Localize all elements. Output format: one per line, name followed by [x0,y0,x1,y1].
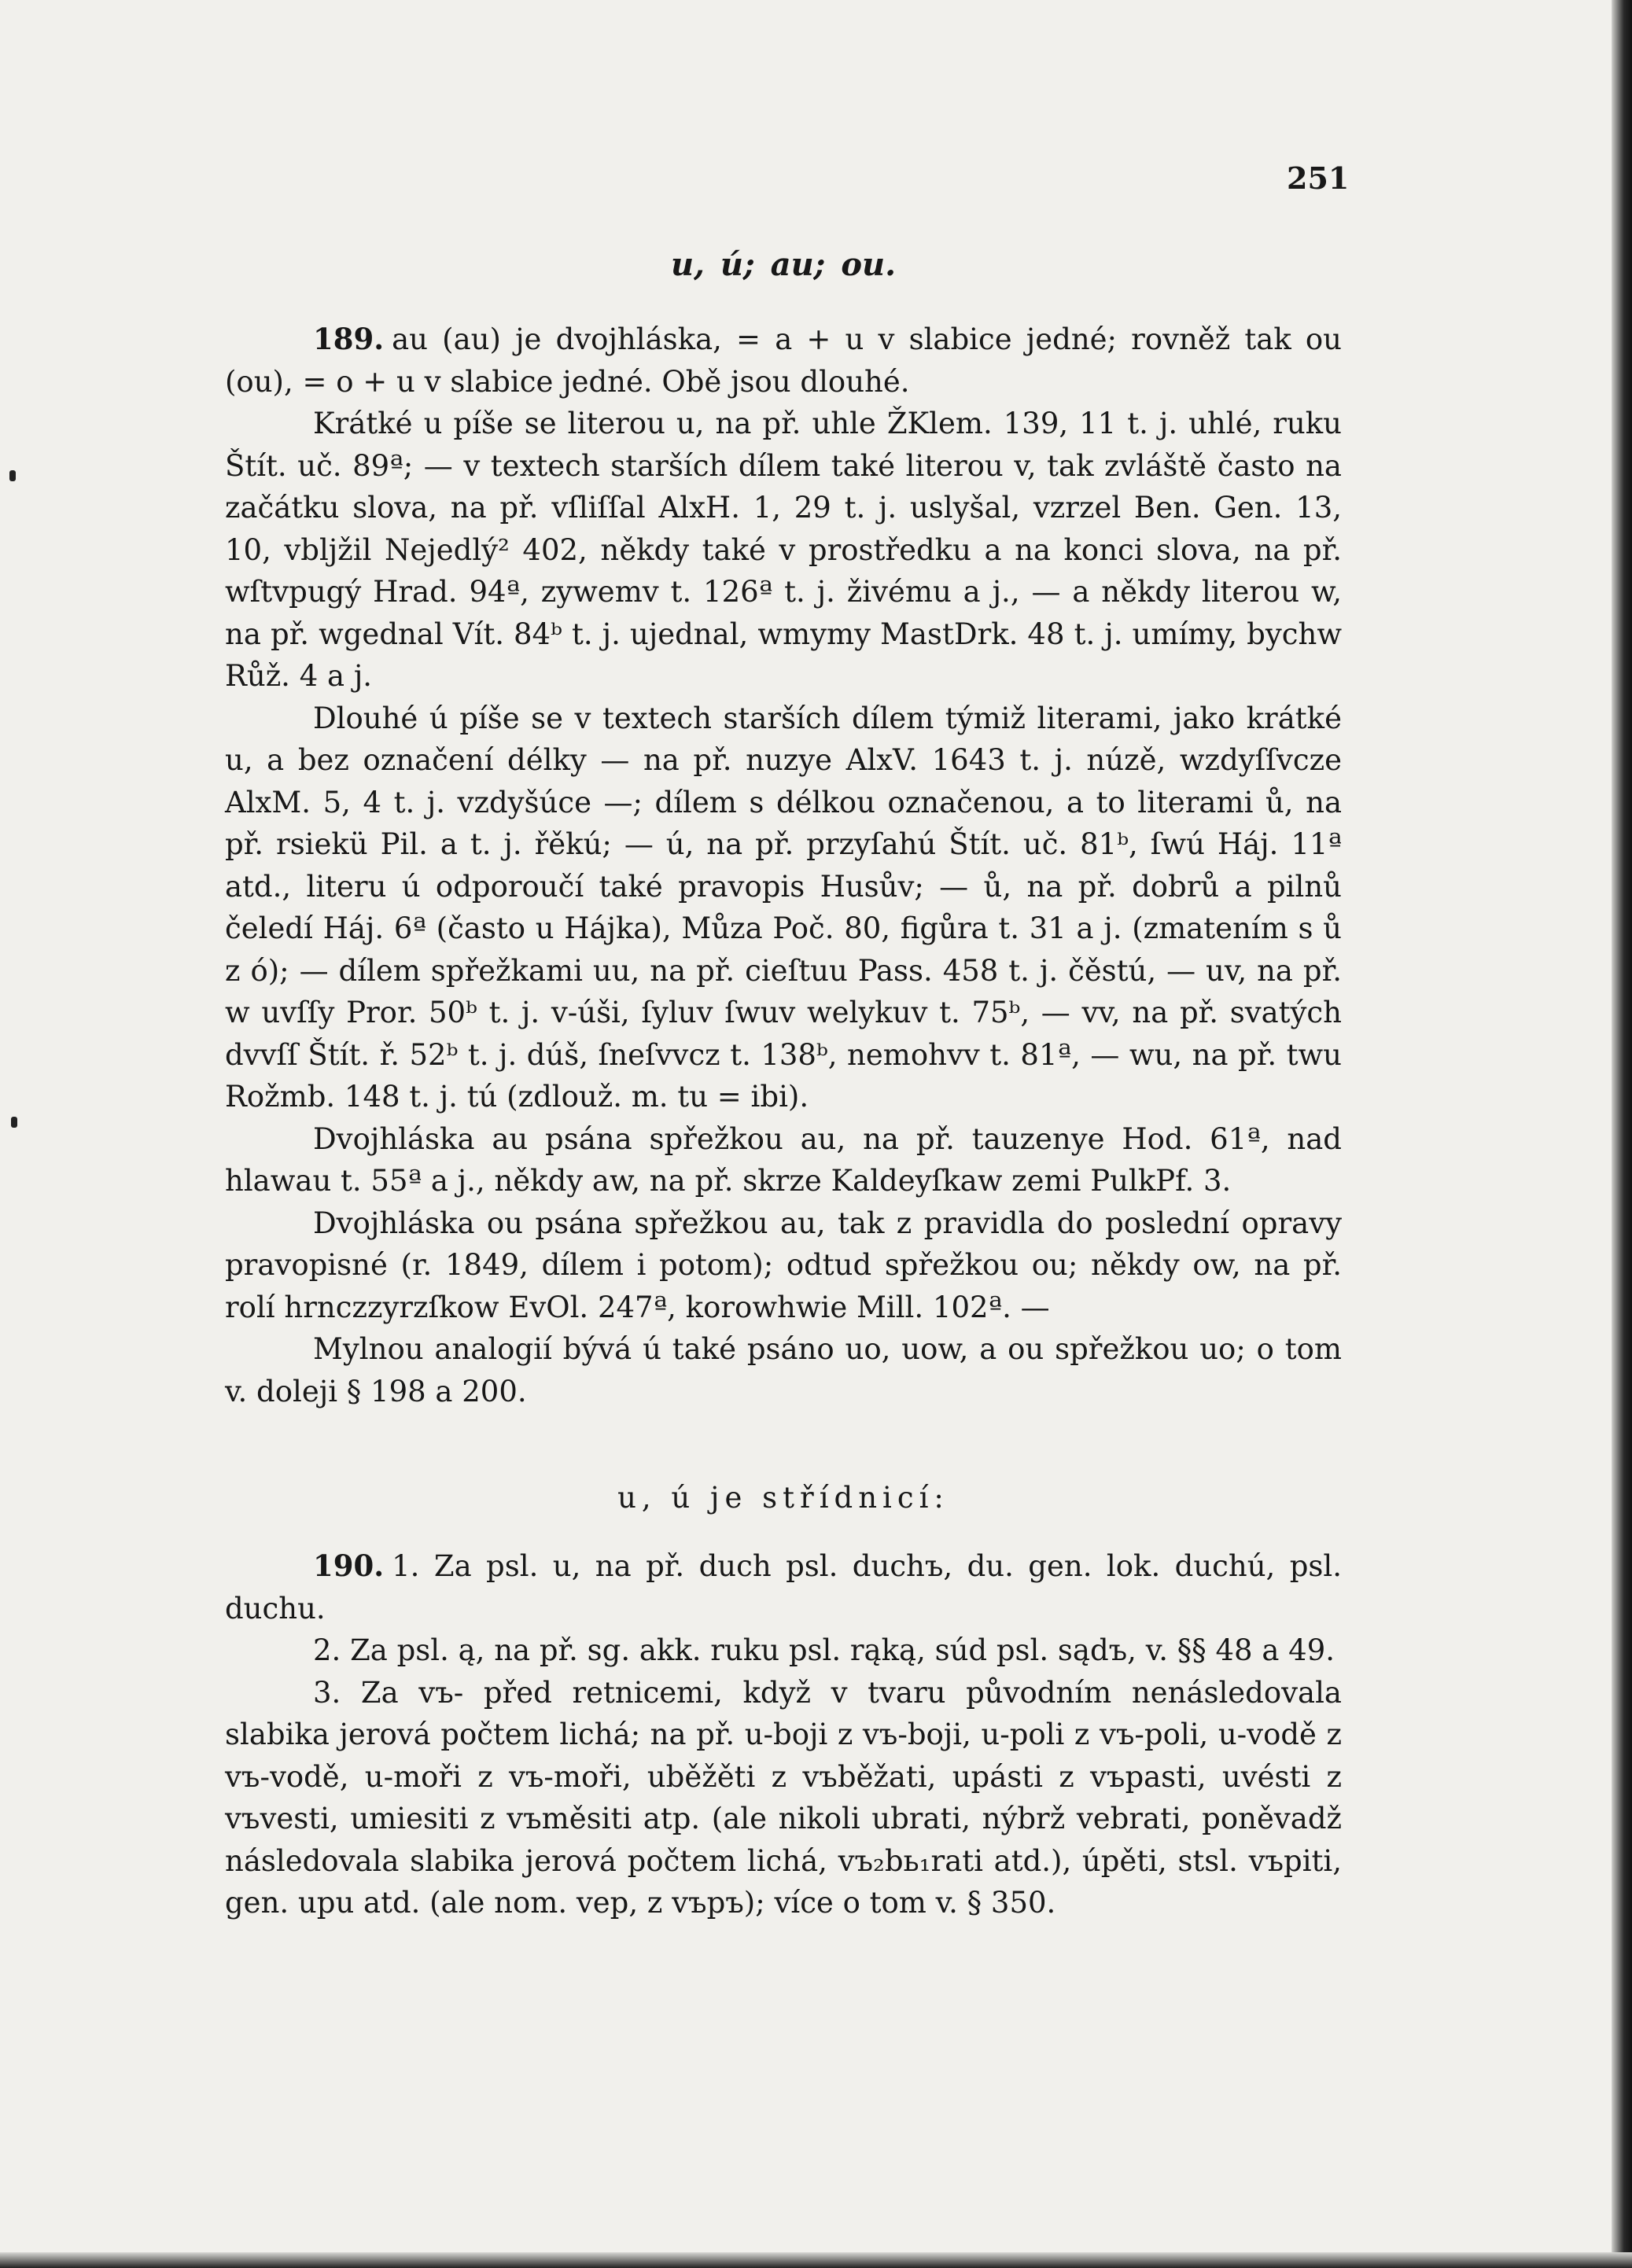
paragraph: Dlouhé ú píše se v textech starších dílem týmiž literami, jako krátké u, a bez označení délky — na př. nuzye AlxV. 1643 t. j. núzě, wzdyſſvcze AlxM. 5, 4 t. j. vzdyšúce —; dílem s délkou označenou, a to literami ů, na př. rsiekü Pil. a t. j. řěkú; — ú, na př. przyſahú Štít. uč. 81ᵇ, ſwú Háj. 11ª atd., literu ú odporoučí také pravopis Husův; — ů, na př. dobrů a pilnů čeledí Háj. 6ª (často u Hájka), Můza Poč. 80, figůra t. 31 a j. (zmatením s ů z ó); — dílem spřežkami uu, na př. cieſtuu Pass. 458 t. j. čěstú, — uv, na př. w uvſſy Pror. 50ᵇ t. j. v-úši, ſyluv ſwuv welykuv t. 75ᵇ, — vv, na př. svatých dvvſſ Štít. ř. 52ᵇ t. j. dúš, ſneſvvcz t. 138ᵇ, nemohvv t. 81ª, — wu, na př. twu Rožmb. 148 t. j. tú (zdlouž. m. tu = ibi). [225,701,1342,1114]
paragraph: 189. au (au) je dvojhláska, = a + u v slabice jedné; rovněž tak ou (ou), = o + u v slabice jedné. Obě jsou dlouhé. [225,322,1342,399]
scan-edge-right [1612,0,1632,2268]
paragraph: Dvojhláska ou psána spřežkou au, tak z pravidla do poslední opravy pravopisné (r. 1849, dílem i potom); odtud spřežkou ou; někdy ow, na př. rolí hrnczzyrzſkow EvOl. 247ª, korowhwie Mill. 102ª. — [225,1206,1342,1324]
paragraph: Dvojhláska au psána spřežkou au, na př. tauzenye Hod. 61ª, nad hlawau t. 55ª a j., někdy aw, na př. skrze Kaldeyſkaw zemi PulkPf. 3. [225,1121,1342,1198]
section-heading: u, ú; au; ou. [670,246,897,283]
paragraph: 2. Za psl. ą, na př. sg. akk. ruku psl. rąką, súd psl. sądъ, v. §§ 48 a 49. [313,1633,1335,1667]
paragraph: 190. 1. Za psl. u, na př. duch psl. duchъ, du. gen. lok. duchú, psl. duchu. [225,1548,1342,1626]
paragraph: 3. Za vъ- před retnicemi, když v tvaru původním nenásledovala slabika jerová počtem lichá; na př. u-boji z vъ-boji, u-poli z vъ-poli, u-vodě z vъ-vodě, u-moři z vъ-moři, uběžěti z vъběžati, upásti z vъpasti, uvésti z vъvesti, umiesiti z vъměsiti atp. (ale nikoli ubrati, nýbrž vebrati, poněvadž následovala slabika jerová počtem lichá, vъ₂bь₁rati atd.), úpěti, stsl. vъpiti, gen. upu atd. (ale nom. vep, z vъpъ); více o tom v. § 350. [225,1675,1342,1920]
subheading: u, ú je střídnicí: [617,1481,949,1515]
margin-speck [11,1117,17,1128]
paragraph: Mylnou analogií bývá ú také psáno uo, uow, a ou spřežkou uo; o tom v. doleji § 198 a 200. [225,1332,1342,1408]
section-190 [225,1545,1342,1924]
page-number: 251 [1287,160,1350,196]
paragraph: Krátké u píše se literou u, na př. uhle ŽKlem. 139, 11 t. j. uhlé, ruku Štít. uč. 89ª; — v textech starších dílem také literou v, tak zvláště často na začátku slova, na př. vſliſſal AlxH. 1, 29 t. j. uslyšal, vzrzel Ben. Gen. 13, 10, vbljžil Nejedlý² 402, někdy také v prostředku a na konci slova, na př. wſtvpugý Hrad. 94ª, zywemv t. 126ª t. j. živému a j., — a někdy literou w, na př. wgednal Vít. 84ᵇ t. j. ujednal, wmymy MastDrk. 48 t. j. umímy, bychw Růž. 4 a j. [225,407,1342,693]
section-number: 189. [313,322,385,356]
margin-speck [9,470,16,481]
section-number: 190. [313,1548,385,1583]
scan-edge-bottom [0,2252,1632,2268]
section-189 [225,318,1342,1412]
